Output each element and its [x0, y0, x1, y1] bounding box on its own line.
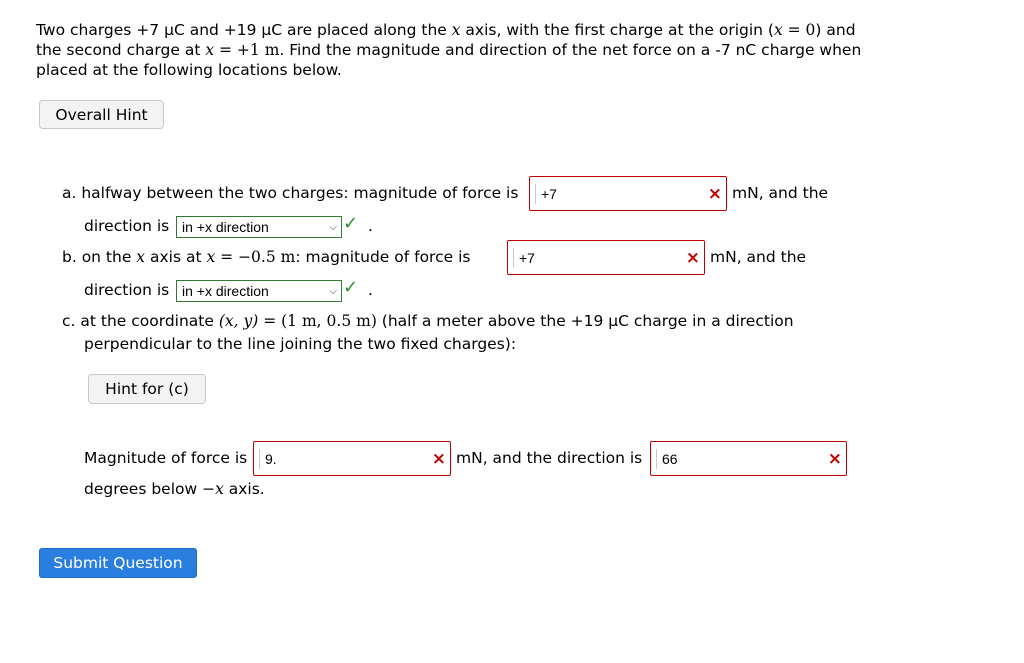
part-b-magnitude-input[interactable] [507, 240, 705, 275]
math-expr: = 0 [782, 21, 816, 39]
math-unit: m [297, 312, 317, 330]
statement-text: Two charges +7 μC and +19 μC are placed along the [36, 21, 452, 39]
statement-text: ) and the second charge at [36, 21, 856, 59]
part-c-degrees-text [84, 478, 265, 500]
chevron-down-icon: ⌵ [329, 221, 337, 233]
part-a-direction-prefix [84, 215, 169, 237]
math-expr: = +1 [214, 41, 260, 59]
math-var: x [206, 248, 216, 266]
part-c-text: c. at the coordinate [62, 312, 219, 330]
part-c-magnitude-prefix [84, 447, 247, 469]
math-unit: m [351, 312, 371, 330]
statement-text: . Find the magnitude and direction of the net force on a -7 nC charge when placed at the following locations below. [36, 41, 862, 79]
part-c-text: mN, and the direction is [456, 449, 643, 467]
math-expr: = (1 [258, 312, 298, 330]
part-b-text: : magnitude of force is [295, 248, 471, 266]
math-unit: m [259, 41, 280, 59]
math-var: x [205, 41, 215, 59]
math-var: x [773, 21, 783, 39]
math-unit: m [275, 248, 296, 266]
part-b-unit [710, 246, 806, 268]
math-expr: (x, y) [218, 312, 259, 330]
math-expr: , 0.5 [316, 312, 352, 330]
part-c-prompt [62, 310, 794, 332]
part-b-prompt [62, 246, 470, 268]
incorrect-icon: × [431, 448, 446, 469]
part-c-direction-input[interactable] [650, 441, 847, 476]
direction-selected-value: in +x direction [182, 219, 269, 235]
overall-hint-button[interactable] [39, 100, 164, 129]
chevron-down-icon: ⌵ [329, 285, 337, 297]
part-b-period: . [368, 281, 373, 299]
part-c-magnitude-value: 9. [259, 449, 432, 469]
part-c-prompt-line2 [84, 333, 516, 355]
part-a-magnitude-value: +7 [535, 184, 708, 204]
hint-c-button[interactable] [88, 374, 206, 404]
math-var: x [451, 21, 461, 39]
part-c-text: axis. [223, 480, 265, 498]
part-b-direction-select[interactable] [176, 280, 342, 302]
direction-label: direction is [84, 217, 170, 235]
correct-check-icon: ✓ [343, 213, 359, 234]
math-var: x [136, 248, 146, 266]
incorrect-icon: × [685, 247, 700, 268]
part-c-text: perpendicular to the line joining the two fixed charges): [84, 335, 517, 353]
part-c-text: degrees below [84, 480, 203, 498]
part-c-text: (half a meter above the +19 μC charge in a direction [376, 312, 794, 330]
submit-question-button[interactable] [39, 548, 197, 578]
direction-label: direction is [84, 281, 170, 299]
math-expr: = −0.5 [215, 248, 276, 266]
part-c-magnitude-input[interactable] [253, 441, 451, 476]
submit-label: Submit Question [53, 554, 183, 572]
incorrect-icon: × [827, 448, 842, 469]
part-a-unit-text: mN, and the [732, 184, 829, 202]
correct-check-icon: ✓ [343, 277, 359, 298]
part-b-magnitude-value: +7 [513, 248, 686, 268]
part-c-direction-value: 66 [656, 449, 828, 469]
part-a-text: a. halfway between the two charges: magnitude of force is [62, 184, 519, 202]
overall-hint-label: Overall Hint [55, 105, 148, 124]
part-a-prompt [62, 182, 518, 204]
part-b-text: b. on the [62, 248, 137, 266]
part-b-text: axis at [145, 248, 207, 266]
part-a-period: . [368, 217, 373, 235]
hint-c-label: Hint for (c) [105, 380, 189, 398]
magnitude-label: Magnitude of force is [84, 449, 248, 467]
part-b-unit-text: mN, and the [710, 248, 807, 266]
part-c-magnitude-suffix [456, 447, 642, 469]
problem-statement [36, 20, 876, 80]
direction-selected-value: in +x direction [182, 283, 269, 299]
part-a-magnitude-input[interactable] [529, 176, 727, 211]
part-a-direction-select[interactable] [176, 216, 342, 238]
math-expr: ) [370, 312, 377, 330]
statement-text: axis, with the first charge at the origin ( [460, 21, 774, 39]
math-expr: −x [202, 480, 224, 498]
incorrect-icon: × [707, 183, 722, 204]
part-b-direction-prefix [84, 279, 169, 301]
part-a-unit [732, 182, 828, 204]
